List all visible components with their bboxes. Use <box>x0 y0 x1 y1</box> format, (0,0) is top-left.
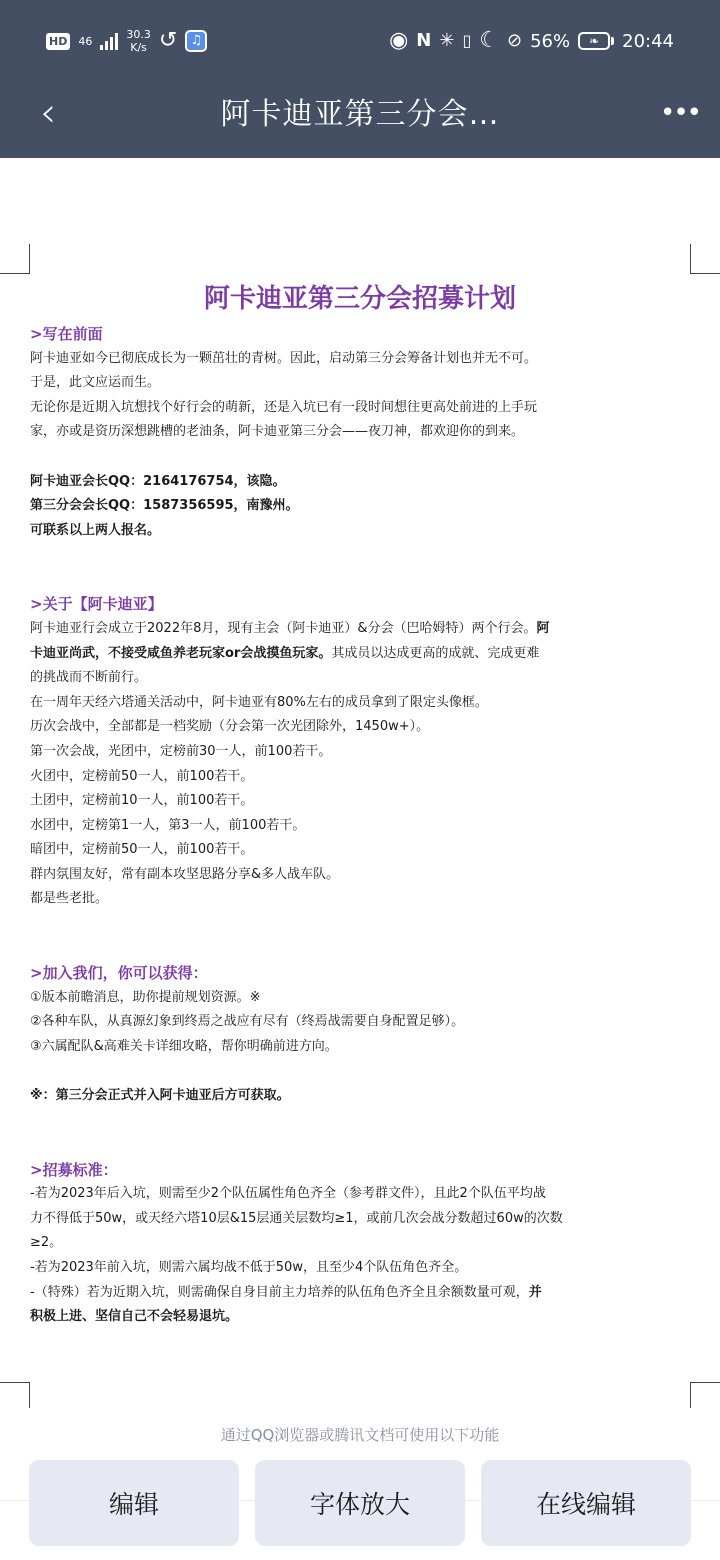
paragraph-line: 暗团中，定榜前50一人，前100若干。 <box>30 842 254 858</box>
criteria-line: 积极上进、坚信自己不会轻易退坑。 <box>30 1309 239 1325</box>
enlarge-font-button[interactable]: 字体放大 <box>255 1460 465 1546</box>
text-normal: 其成员以达成更高的成就、完成更难 <box>331 645 540 661</box>
paragraph-line <box>30 617 692 642</box>
criteria-line: -若为2023年后入坑，则需至少2个队伍属性角色齐全（参考群文件），且此2个队伍平均战 <box>30 1186 546 1202</box>
battery-percent: 56% <box>530 30 571 52</box>
contact-line: 可联系以上两人报名。 <box>30 522 161 538</box>
vibrate-icon: ▯ <box>462 31 472 50</box>
section-heading-criteria: >招募标准： <box>30 1160 118 1179</box>
page-corner-mark <box>0 244 30 274</box>
criteria-line: ≥2。 <box>30 1235 63 1251</box>
paragraph-line: 土团中，定榜前10一人，前100若干。 <box>30 793 254 809</box>
paragraph-line: 火团中，定榜前50一人，前100若干。 <box>30 768 254 784</box>
criteria-line: 力不得低于50w，或天经六塔10层&15层通关层数均≥1，或前几次会战分数超过60w的次数 <box>30 1210 563 1226</box>
criteria-line <box>30 1281 692 1306</box>
paragraph-line: 的挑战而不断前行。 <box>30 670 148 686</box>
paragraph-line: 第一次会战，光团中，定榜前30一人，前100若干。 <box>30 743 332 759</box>
paragraph-line: 都是些老批。 <box>30 891 109 907</box>
network-speed <box>126 28 151 54</box>
document-content <box>30 322 692 1330</box>
paragraph-line: 群内氛围友好，常有副本攻坚思路分享&多人战车队。 <box>30 866 340 882</box>
signal-icon <box>100 32 118 50</box>
document-title: 阿卡迪亚第三分会招募计划 <box>203 284 516 314</box>
section-heading-intro: >写在前面 <box>30 325 103 343</box>
text-normal: -（特殊）若为近期入坑，则需确保自身目前主力培养的队伍角色齐全且余额数量可观， <box>30 1284 529 1300</box>
leaf-icon: ❧ <box>578 32 610 50</box>
paragraph-line: 水团中，定榜第1一人，第3一人，前100若干。 <box>30 817 306 833</box>
network-type: 46 <box>78 34 93 48</box>
paragraph-line: 无论你是近期入坑想找个好行会的萌新，还是入坑已有一段时间想往更高处前进的上手玩 <box>30 399 538 415</box>
criteria-line: -若为2023年前入坑，则需六属均战不低于50w，且至少4个队伍角色齐全。 <box>30 1260 468 1275</box>
benefit-item: ①版本前瞻消息，助你提前规划资源。※ <box>30 989 261 1005</box>
back-chevron-icon[interactable]: ‹ <box>40 90 56 136</box>
music-app-icon: ♫ <box>185 30 207 52</box>
paragraph-line: 于是，此文应运而生。 <box>30 375 161 391</box>
status-right <box>389 24 674 58</box>
hd-badge: HD <box>46 33 70 50</box>
text-bold: 并 <box>528 1284 542 1300</box>
text-bold: 阿 <box>536 620 550 636</box>
nfc-icon: N <box>416 30 432 51</box>
swirl-app-icon: ↺ <box>158 28 178 53</box>
text-bold: 卡迪亚尚武，不接受咸鱼养老玩家or会战摸鱼玩家。 <box>30 645 332 661</box>
contact-line: 阿卡迪亚会长QQ：2164176754，该隐。 <box>30 473 286 489</box>
mute-bell-icon: ⊘ <box>507 30 523 51</box>
speed-value: 30.3 <box>126 28 151 41</box>
paragraph-line: 家，亦或是资历深想跳槽的老油条，阿卡迪亚第三分会——夜刀神，都欢迎你的到来。 <box>30 424 525 440</box>
clock: 20:44 <box>622 30 674 52</box>
speed-unit: K/s <box>130 41 147 54</box>
page-title: 阿卡迪亚第三分会… <box>220 97 500 132</box>
benefit-item: ②各种车队，从真源幻象到终焉之战应有尽有（终焉战需要自身配置足够）。 <box>30 1014 465 1030</box>
top-bar <box>0 0 720 158</box>
document-page <box>0 158 720 1408</box>
benefit-item: ③六属配队&高难关卡详细攻略，帮你明确前进方向。 <box>30 1038 338 1054</box>
benefit-note: ※：第三分会正式并入阿卡迪亚后方可获取。 <box>30 1088 290 1104</box>
paragraph-line: 阿卡迪亚如今已彻底成长为一颗茁壮的青树。因此，启动第三分会筹备计划也并无不可。 <box>30 350 538 366</box>
paragraph-line: 历次会战中，全部都是一档奖励（分会第一次光团除外，1450w+）。 <box>30 719 430 735</box>
bottom-action-bar <box>0 1408 720 1560</box>
section-heading-benefits: >加入我们，你可以获得： <box>30 964 208 983</box>
feature-hint: 通过QQ浏览器或腾讯文档可使用以下功能 <box>220 1426 500 1444</box>
section-heading-about: >关于【阿卡迪亚】 <box>30 595 163 614</box>
paragraph-line: 在一周年天经六塔通关活动中，阿卡迪亚有80%左右的成员拿到了限定头像框。 <box>30 694 488 710</box>
bluetooth-icon: ✳ <box>439 30 455 51</box>
status-bar <box>0 0 720 80</box>
edit-button[interactable]: 编辑 <box>29 1460 239 1546</box>
paragraph-line <box>30 642 692 667</box>
page-corner-mark <box>690 244 720 274</box>
more-options-icon[interactable]: ••• <box>660 98 701 128</box>
battery-icon <box>578 32 614 50</box>
status-left <box>46 24 207 58</box>
online-edit-button[interactable]: 在线编辑 <box>481 1460 691 1546</box>
contact-line: 第三分会会长QQ：1587356595，南豫州。 <box>30 498 299 514</box>
moon-icon: ☾ <box>479 28 500 53</box>
eye-icon: ◉ <box>389 28 409 53</box>
text-normal: 阿卡迪亚行会成立于2022年8月，现有主会（阿卡迪亚）&分会（巴哈姆特）两个行会。 <box>30 620 537 636</box>
